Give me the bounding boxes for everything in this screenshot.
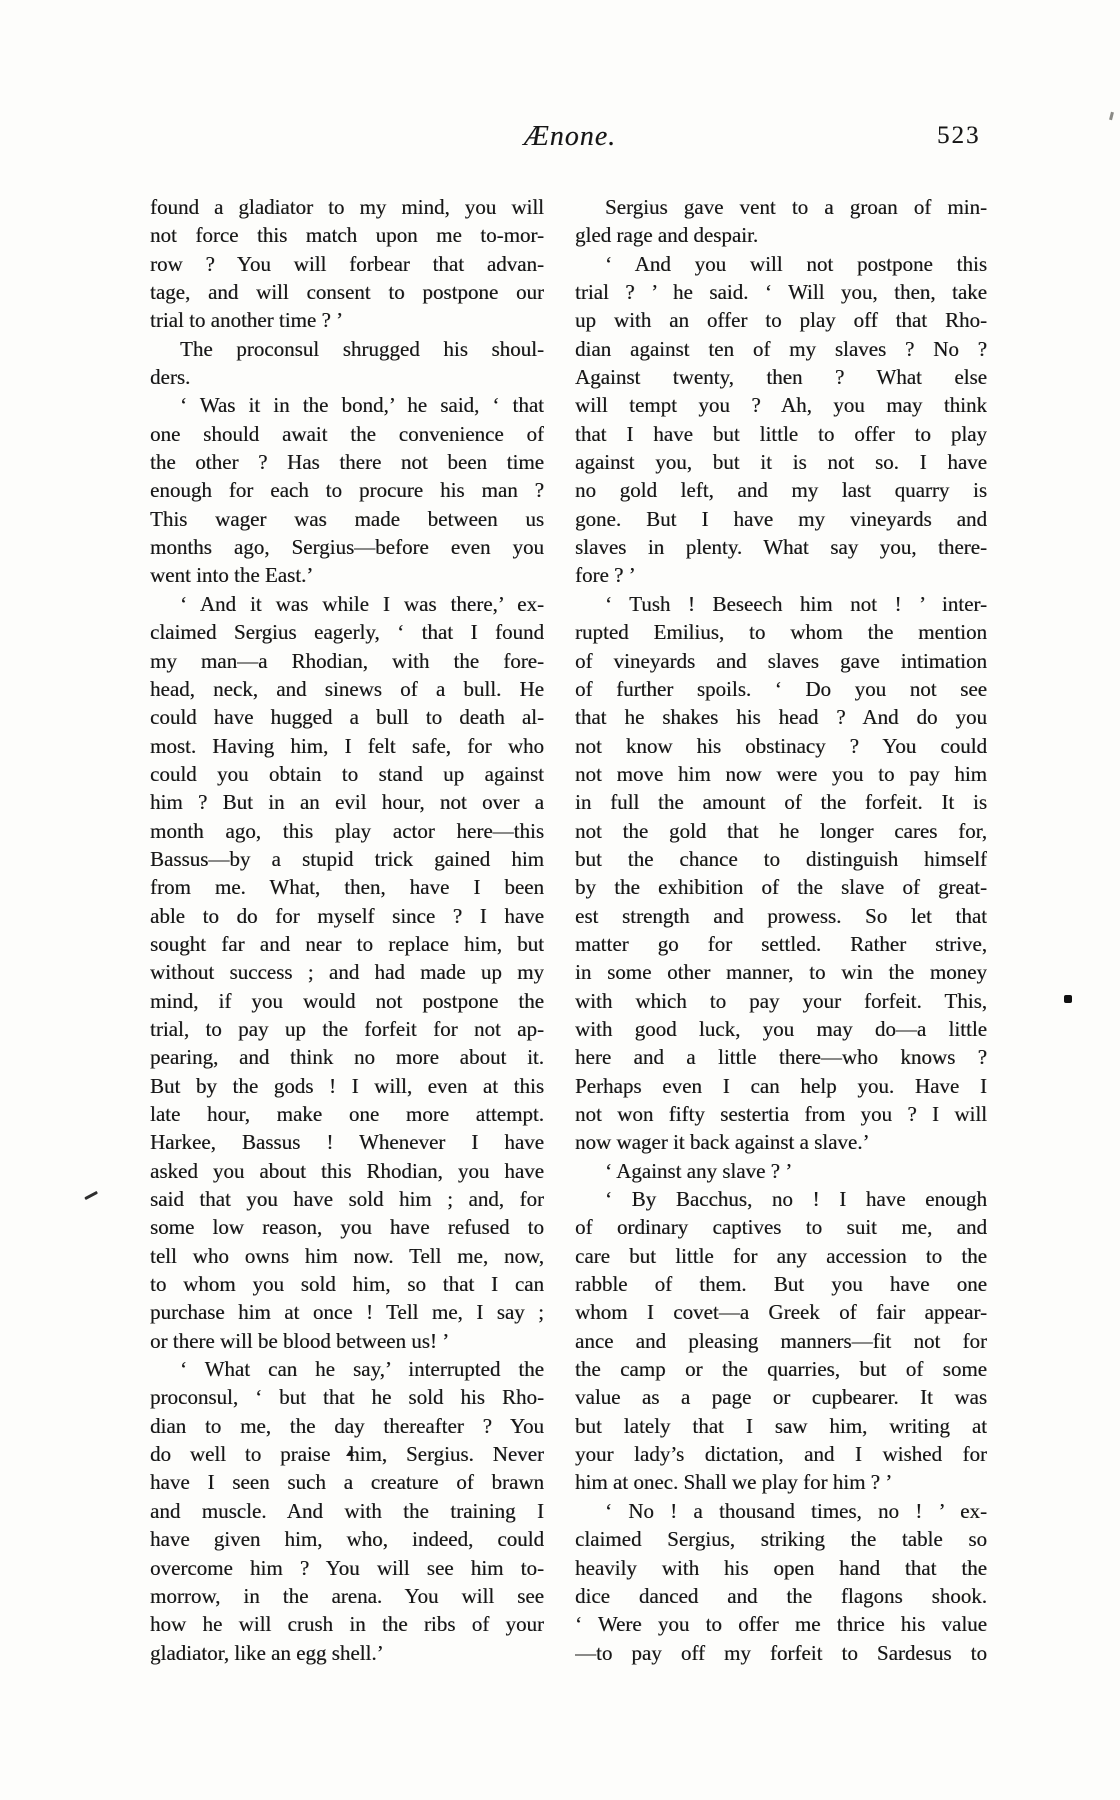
text-line: from me. What, then, have I been bbox=[150, 875, 544, 900]
text-line: gone. But I have my vineyards and bbox=[575, 506, 987, 531]
text-line: row ? You will forbear that advan- bbox=[150, 251, 544, 276]
text-line: ance and pleasing manners—fit not for bbox=[575, 1328, 987, 1353]
text-line: ‘ Against any slave ? ’ bbox=[605, 1158, 793, 1183]
ink-speck-dot bbox=[1064, 995, 1072, 1003]
text-line: the other ? Has there not been time bbox=[150, 450, 544, 475]
text-line: him ? But in an evil hour, not over a bbox=[150, 790, 544, 815]
text-line: mind, if you would not postpone the bbox=[150, 988, 544, 1013]
text-line: —to pay off my forfeit to Sardesus to bbox=[575, 1640, 987, 1665]
text-line: claimed Sergius eagerly, ‘ that I found bbox=[150, 620, 544, 645]
running-head-title: Ænone. bbox=[523, 121, 617, 152]
text-line: could have hugged a bull to death al- bbox=[150, 705, 544, 730]
text-line: tage, and will consent to postpone our bbox=[150, 280, 544, 305]
text-line: no gold left, and my last quarry is bbox=[575, 478, 987, 503]
text-line: not move him now were you to pay him bbox=[575, 761, 987, 786]
text-line: ‘ What can he say,’ interrupted the bbox=[180, 1357, 544, 1382]
text-column-right bbox=[575, 193, 987, 1667]
text-line: to whom you sold him, so that I can bbox=[150, 1272, 544, 1297]
text-line: Against twenty, then ? What else bbox=[575, 365, 987, 390]
text-line: my man—a Rhodian, with the fore- bbox=[150, 648, 544, 673]
text-line: but lately that I saw him, writing at bbox=[575, 1413, 987, 1438]
text-line: Sergius gave vent to a groan of min- bbox=[605, 195, 987, 219]
text-line: ‘ And you will not postpone this bbox=[605, 251, 987, 276]
text-line: went into the East.’ bbox=[150, 563, 314, 588]
text-line: slaves in plenty. What say you, there- bbox=[575, 535, 987, 560]
text-line: trial, to pay up the forfeit for not ap- bbox=[150, 1016, 544, 1041]
text-line: how he will crush in the ribs of your bbox=[150, 1612, 544, 1637]
text-line: not force this match upon me to-mor- bbox=[150, 223, 544, 248]
text-line: and muscle. And with the training I bbox=[150, 1498, 544, 1523]
text-line: tell who owns him now. Tell me, now, bbox=[150, 1243, 544, 1268]
text-line: in full the amount of the forfeit. It is bbox=[575, 790, 987, 815]
text-line: ‘ Were you to offer me thrice his value bbox=[575, 1612, 987, 1637]
page-number: 523 bbox=[937, 122, 981, 149]
text-line: or there will be blood between us! ’ bbox=[150, 1328, 450, 1353]
text-line: ‘ Tush ! Beseech him not ! ’ inter- bbox=[605, 591, 987, 616]
text-line: not won fifty sestertia from you ? I will bbox=[575, 1102, 987, 1126]
text-line: by the exhibition of the slave of great- bbox=[575, 875, 987, 900]
text-line: not know his obstinacy ? You could bbox=[575, 733, 987, 758]
text-line: months ago, Sergius—before even you bbox=[150, 535, 544, 560]
text-line: trial to another time ? ’ bbox=[150, 308, 344, 333]
text-line: value as a page or cupbearer. It was bbox=[575, 1385, 987, 1410]
text-line: This wager was made between us bbox=[150, 506, 544, 531]
text-line: head, neck, and sinews of a bull. He bbox=[150, 676, 544, 701]
text-line: ders. bbox=[150, 365, 191, 390]
text-line: dian to me, the day thereafter ? You bbox=[150, 1413, 544, 1438]
text-line: have I seen such a creature of brawn bbox=[150, 1470, 544, 1495]
text-line: rabble of them. But you have one bbox=[575, 1272, 987, 1297]
text-line: with good luck, you may do—a little bbox=[575, 1016, 987, 1041]
text-line: will tempt you ? Ah, you may think bbox=[575, 393, 987, 418]
text-line: now wager it back against a slave.’ bbox=[575, 1130, 870, 1155]
corner-ink-speck bbox=[1109, 112, 1114, 120]
text-line: your lady’s dictation, and I wished for bbox=[575, 1442, 987, 1467]
text-line: care but little for any accession to the bbox=[575, 1243, 987, 1268]
text-line: rupted Emilius, to whom the mention bbox=[575, 620, 987, 645]
text-line: of ordinary captives to suit me, and bbox=[575, 1215, 987, 1240]
text-line: Bassus—by a stupid trick gained him bbox=[150, 846, 544, 871]
text-line: gled rage and despair. bbox=[575, 223, 759, 248]
text-line: most. Having him, I felt safe, for who bbox=[150, 733, 544, 758]
text-line: asked you about this Rhodian, you have bbox=[150, 1158, 544, 1183]
text-line: fore ? ’ bbox=[575, 563, 636, 588]
text-line: dian against ten of my slaves ? No ? bbox=[575, 336, 987, 361]
text-line: here and a little there—who knows ? bbox=[575, 1045, 987, 1070]
text-line: The proconsul shrugged his shoul- bbox=[180, 336, 544, 361]
text-line: overcome him ? You will see him to- bbox=[150, 1555, 544, 1580]
text-line: enough for each to procure his man ? bbox=[150, 478, 544, 503]
text-line: trial ? ’ he said. ‘ Will you, then, take bbox=[575, 280, 987, 305]
text-line: the camp or the quarries, but of some bbox=[575, 1357, 987, 1382]
text-line: but the chance to distinguish himself bbox=[575, 846, 987, 871]
text-line: pearing, and think no more about it. bbox=[150, 1045, 544, 1070]
text-line: ‘ By Bacchus, no ! I have enough bbox=[605, 1187, 987, 1212]
text-line: gladiator, like an egg shell.’ bbox=[150, 1640, 384, 1665]
text-line: whom I covet—a Greek of fair appear- bbox=[575, 1300, 987, 1325]
text-line: of vineyards and slaves gave intimation bbox=[575, 648, 987, 673]
text-line: in some other manner, to win the money bbox=[575, 960, 987, 985]
text-line: Harkee, Bassus ! Whenever I have bbox=[150, 1130, 544, 1155]
text-line: said that you have sold him ; and, for bbox=[150, 1187, 544, 1212]
text-line: found a gladiator to my mind, you will bbox=[150, 195, 544, 219]
text-line: that he shakes his head ? And do you bbox=[575, 705, 987, 730]
text-line: able to do for myself since ? I have bbox=[150, 903, 544, 928]
text-line: proconsul, ‘ but that he sold his Rho- bbox=[150, 1385, 544, 1410]
text-line: that I have but little to offer to play bbox=[575, 421, 987, 446]
text-line: morrow, in the arena. You will see bbox=[150, 1583, 544, 1608]
text-line: late hour, make one more attempt. bbox=[150, 1102, 544, 1126]
text-line: heavily with his open hand that the bbox=[575, 1555, 987, 1580]
text-line: Perhaps even I can help you. Have I bbox=[575, 1073, 987, 1098]
caret-print-artifact bbox=[346, 1450, 354, 1456]
text-line: of further spoils. ‘ Do you not see bbox=[575, 676, 987, 701]
text-line: have given him, who, indeed, could bbox=[150, 1527, 544, 1552]
text-line: ‘ No ! a thousand times, no ! ’ ex- bbox=[605, 1498, 987, 1523]
text-line: with which to pay your forfeit. This, bbox=[575, 988, 987, 1013]
text-line: purchase him at once ! Tell me, I say ; bbox=[150, 1300, 544, 1325]
text-line: sought far and near to replace him, but bbox=[150, 931, 544, 956]
text-line: against you, but it is not so. I have bbox=[575, 450, 987, 475]
text-line: some low reason, you have refused to bbox=[150, 1215, 544, 1240]
text-line: one should await the convenience of bbox=[150, 421, 544, 446]
text-line: could you obtain to stand up against bbox=[150, 761, 544, 786]
text-line: do well to praise him, Sergius. Never bbox=[150, 1442, 544, 1467]
text-line: without success ; and had made up my bbox=[150, 960, 544, 985]
text-line: claimed Sergius, striking the table so bbox=[575, 1527, 987, 1552]
margin-pencil-tick bbox=[84, 1191, 98, 1200]
text-line: matter go for settled. Rather strive, bbox=[575, 931, 987, 956]
text-line: ‘ Was it in the bond,’ he said, ‘ that bbox=[180, 393, 544, 418]
text-line: est strength and prowess. So let that bbox=[575, 903, 987, 928]
text-line: dice danced and the flagons shook. bbox=[575, 1583, 987, 1608]
text-line: up with an offer to play off that Rho- bbox=[575, 308, 987, 333]
text-line: ‘ And it was while I was there,’ ex- bbox=[180, 591, 544, 616]
text-line: But by the gods ! I will, even at this bbox=[150, 1073, 544, 1098]
text-column-left bbox=[150, 193, 544, 1667]
text-line: him at onec. Shall we play for him ? ’ bbox=[575, 1470, 893, 1495]
text-line: month ago, this play actor here—this bbox=[150, 818, 544, 843]
text-line: not the gold that he longer cares for, bbox=[575, 818, 987, 843]
